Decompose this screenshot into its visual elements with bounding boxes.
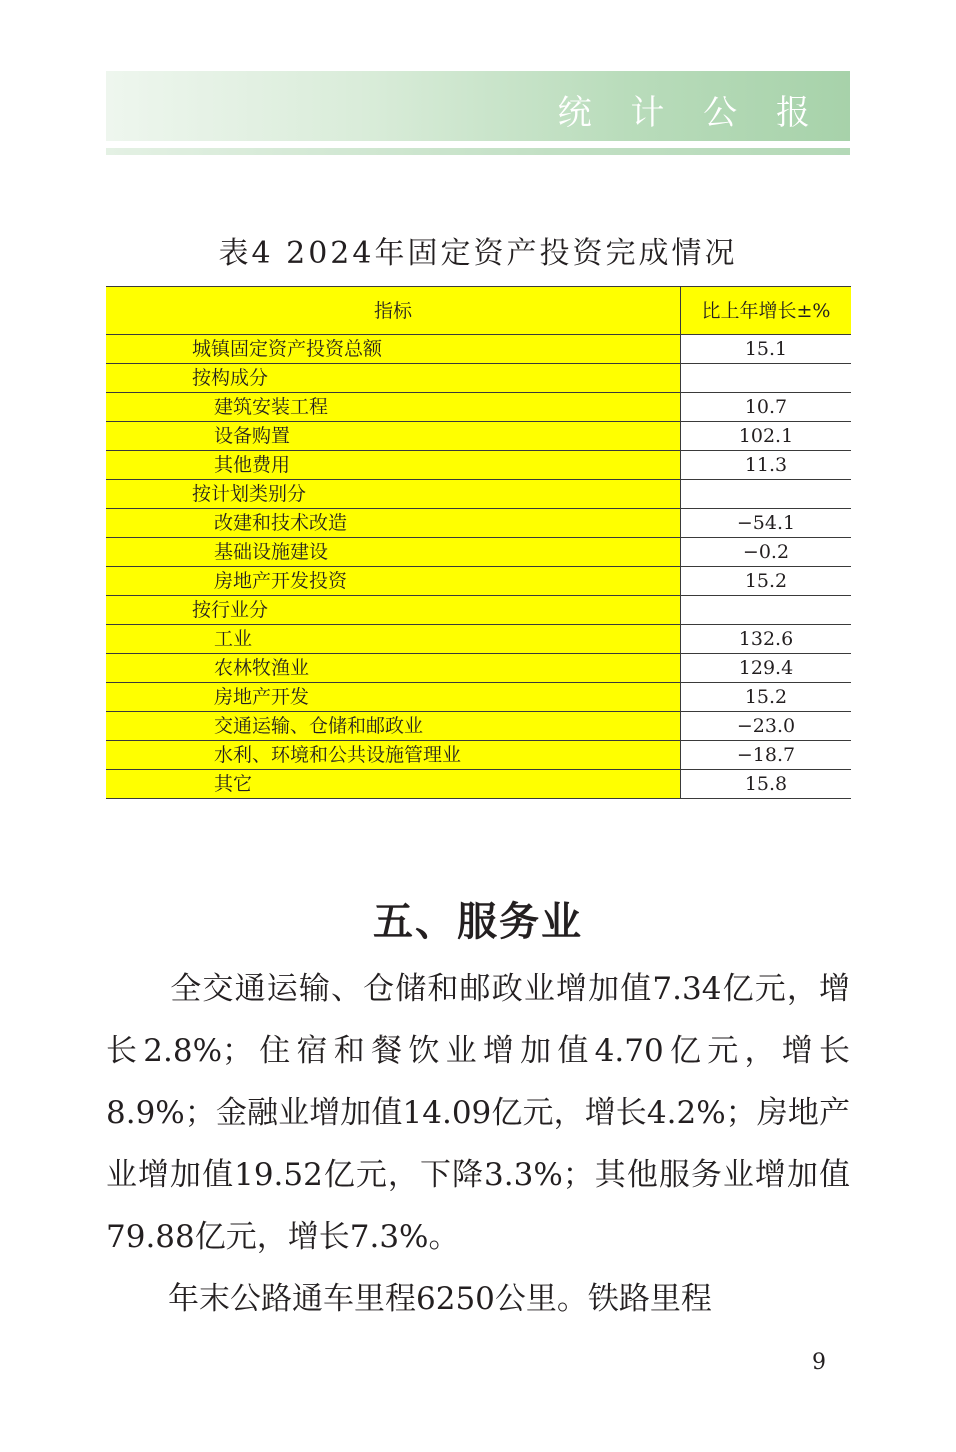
table-body: [106, 335, 851, 799]
row-value: 15.2: [744, 570, 788, 592]
row-label: 按构成分: [106, 364, 681, 393]
table-row: [106, 712, 851, 741]
table-title: 表4 2024年固定资产投资完成情况: [218, 236, 738, 271]
row-label: 基础设施建设: [106, 538, 681, 567]
row-label: 房地产开发: [106, 683, 681, 712]
header-divider: [106, 148, 850, 155]
row-value: 15.1: [744, 338, 788, 360]
row-label: 工业: [106, 625, 681, 654]
table-row: [106, 596, 851, 625]
table-row: [106, 770, 851, 799]
row-value: 102.1: [738, 425, 794, 447]
table-row: [106, 335, 851, 364]
page-number: 9: [812, 1350, 826, 1375]
row-label: 改建和技术改造: [106, 509, 681, 538]
table-row: [106, 741, 851, 770]
row-value: −23.0: [736, 715, 796, 737]
table-row: [106, 538, 851, 567]
row-label: 设备购置: [106, 422, 681, 451]
row-label: 按行业分: [106, 596, 681, 625]
row-value: [681, 364, 852, 393]
table-row: [106, 393, 851, 422]
row-label: 农林牧渔业: [106, 654, 681, 683]
investment-table: [106, 286, 851, 799]
row-label: 其他费用: [106, 451, 681, 480]
row-value: −0.2: [742, 541, 790, 563]
row-label: 水利、环境和公共设施管理业: [106, 741, 681, 770]
row-value: 132.6: [738, 628, 794, 650]
table-header-row: [106, 287, 851, 335]
row-value: [681, 596, 852, 625]
row-label: 其它: [106, 770, 681, 799]
row-value: 11.3: [744, 454, 788, 476]
row-label: 交通运输、仓储和邮政业: [106, 712, 681, 741]
row-value: 15.8: [744, 773, 788, 795]
table-row: [106, 654, 851, 683]
table-row: [106, 422, 851, 451]
row-value: −18.7: [736, 744, 796, 766]
section-title: 五、服务业: [373, 899, 583, 945]
row-label: 建筑安装工程: [106, 393, 681, 422]
row-label: 城镇固定资产投资总额: [106, 335, 681, 364]
column-header-indicator: 指标: [106, 287, 681, 335]
paragraph-roads: 年末公路通车里程6250公里。铁路里程: [106, 1281, 712, 1317]
row-label: 按计划类别分: [106, 480, 681, 509]
row-label: 房地产开发投资: [106, 567, 681, 596]
paragraph-services: 全交通运输、仓储和邮政业增加值7.34亿元，增长2.8%；住宿和餐饮业增加值4.70亿元，增长8.9%；金融业增加值14.09亿元，增长4.2%；房地产业增加值19.52亿元，下降3.3%；其他服务业增加值79.88亿元，增长7.3%。: [106, 971, 850, 1255]
table-row: [106, 451, 851, 480]
table-row: [106, 625, 851, 654]
row-value: −54.1: [736, 512, 796, 534]
column-header-growth: 比上年增长±%: [681, 287, 852, 335]
row-value: 15.2: [744, 686, 788, 708]
table-row: [106, 364, 851, 393]
row-value: 129.4: [738, 657, 794, 679]
table-row: [106, 567, 851, 596]
row-value: [681, 480, 852, 509]
header-banner: [106, 71, 850, 141]
table-row: [106, 480, 851, 509]
table-row: [106, 509, 851, 538]
header-title: 统 计 公 报: [557, 93, 824, 133]
table-row: [106, 683, 851, 712]
row-value: 10.7: [744, 396, 788, 418]
